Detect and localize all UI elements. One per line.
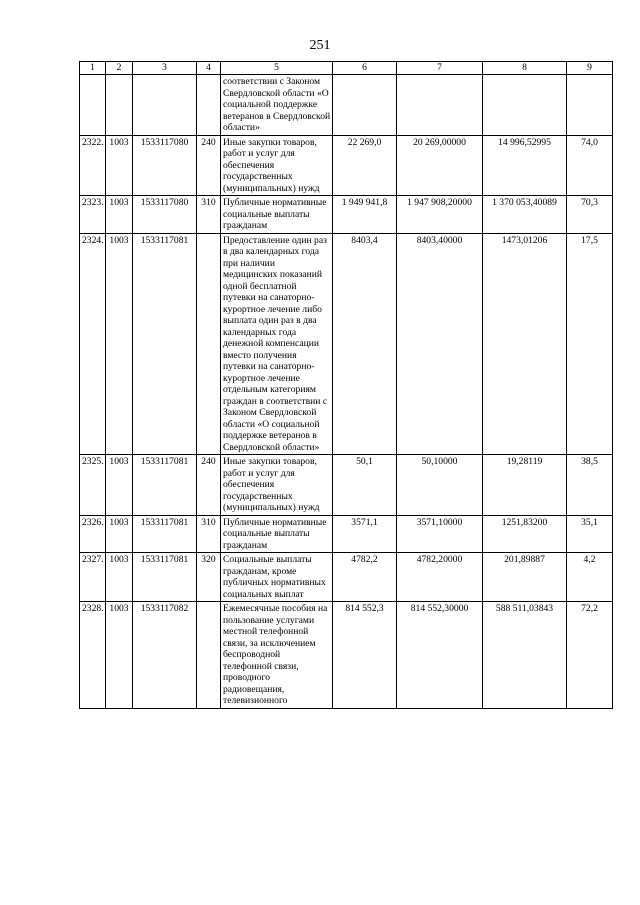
section-code: 1003 xyxy=(106,196,133,234)
target-code: 1533117080 xyxy=(133,135,197,196)
approved-amount: 20 269,00000 xyxy=(397,135,483,196)
approved-amount: 50,10000 xyxy=(397,455,483,516)
plan-amount xyxy=(333,75,397,136)
expense-type: 310 xyxy=(197,515,221,553)
approved-amount: 8403,40000 xyxy=(397,233,483,455)
target-code: 1533117081 xyxy=(133,455,197,516)
row-number xyxy=(80,75,106,136)
column-header: 9 xyxy=(567,62,613,75)
plan-amount: 3571,1 xyxy=(333,515,397,553)
executed-amount: 588 511,03843 xyxy=(483,602,567,709)
executed-amount: 1 370 053,40089 xyxy=(483,196,567,234)
expense-type: 310 xyxy=(197,196,221,234)
executed-amount: 201,89887 xyxy=(483,553,567,602)
expense-type: 320 xyxy=(197,553,221,602)
budget-table xyxy=(79,61,613,709)
expense-type xyxy=(197,233,221,455)
expense-type: 240 xyxy=(197,455,221,516)
column-header: 2 xyxy=(106,62,133,75)
approved-amount: 4782,20000 xyxy=(397,553,483,602)
section-code: 1003 xyxy=(106,602,133,709)
execution-percent: 35,1 xyxy=(567,515,613,553)
item-name: Публичные нормативные социальные выплаты гражданам xyxy=(221,196,333,234)
plan-amount: 4782,2 xyxy=(333,553,397,602)
table-row xyxy=(80,515,613,553)
expense-type xyxy=(197,75,221,136)
target-code: 1533117081 xyxy=(133,233,197,455)
table-row xyxy=(80,135,613,196)
table-row xyxy=(80,602,613,709)
target-code xyxy=(133,75,197,136)
section-code: 1003 xyxy=(106,515,133,553)
executed-amount: 1251,83200 xyxy=(483,515,567,553)
item-name: Иные закупки товаров, работ и услуг для обеспечения государственных (муниципальных) нужд xyxy=(221,455,333,516)
row-number: 2323. xyxy=(80,196,106,234)
executed-amount: 19,28119 xyxy=(483,455,567,516)
column-header: 6 xyxy=(333,62,397,75)
section-code: 1003 xyxy=(106,455,133,516)
header-row xyxy=(80,62,613,75)
table-row xyxy=(80,553,613,602)
execution-percent: 4,2 xyxy=(567,553,613,602)
page-number: 251 xyxy=(309,38,331,53)
target-code: 1533117081 xyxy=(133,515,197,553)
section-code: 1003 xyxy=(106,135,133,196)
row-number: 2325. xyxy=(80,455,106,516)
column-header: 5 xyxy=(221,62,333,75)
executed-amount: 1473,01206 xyxy=(483,233,567,455)
execution-percent: 17,5 xyxy=(567,233,613,455)
plan-amount: 50,1 xyxy=(333,455,397,516)
target-code: 1533117080 xyxy=(133,196,197,234)
item-name: Предоставление один раз в два календарных года при наличии медицинских показаний одной бесплатной путевки на санаторно-курортное лечение либо выплата один раз в два календарных года денежной компенсации вместо получения путевки на санаторно-курортное лечение отдельным категориям граждан в соответствии с Законом Свердловской области «О социальной поддержке ветеранов в Свердловской области» xyxy=(221,233,333,455)
approved-amount xyxy=(397,75,483,136)
item-name: соответствии с Законом Свердловской области «О социальной поддержке ветеранов в Свердловской области» xyxy=(221,75,333,136)
section-code xyxy=(106,75,133,136)
expense-type xyxy=(197,602,221,709)
section-code: 1003 xyxy=(106,233,133,455)
column-header: 4 xyxy=(197,62,221,75)
plan-amount: 22 269,0 xyxy=(333,135,397,196)
expense-type: 240 xyxy=(197,135,221,196)
execution-percent: 70,3 xyxy=(567,196,613,234)
plan-amount: 8403,4 xyxy=(333,233,397,455)
plan-amount: 1 949 941,8 xyxy=(333,196,397,234)
execution-percent xyxy=(567,75,613,136)
table-row xyxy=(80,75,613,136)
table-row xyxy=(80,233,613,455)
row-number: 2327. xyxy=(80,553,106,602)
row-number: 2326. xyxy=(80,515,106,553)
row-number: 2328. xyxy=(80,602,106,709)
item-name: Публичные нормативные социальные выплаты гражданам xyxy=(221,515,333,553)
approved-amount: 1 947 908,20000 xyxy=(397,196,483,234)
item-name: Ежемесячные пособия на пользование услугами местной телефонной связи, за исключением беспроводной телефонной связи, проводного радиовещания, телевизионного xyxy=(221,602,333,709)
section-code: 1003 xyxy=(106,553,133,602)
table-row xyxy=(80,196,613,234)
executed-amount xyxy=(483,75,567,136)
execution-percent: 38,5 xyxy=(567,455,613,516)
approved-amount: 3571,10000 xyxy=(397,515,483,553)
item-name: Социальные выплаты гражданам, кроме публичных нормативных социальных выплат xyxy=(221,553,333,602)
target-code: 1533117082 xyxy=(133,602,197,709)
column-header: 3 xyxy=(133,62,197,75)
executed-amount: 14 996,52995 xyxy=(483,135,567,196)
plan-amount: 814 552,3 xyxy=(333,602,397,709)
column-header: 8 xyxy=(483,62,567,75)
row-number: 2322. xyxy=(80,135,106,196)
column-header: 1 xyxy=(80,62,106,75)
table-row xyxy=(80,455,613,516)
execution-percent: 74,0 xyxy=(567,135,613,196)
column-header: 7 xyxy=(397,62,483,75)
item-name: Иные закупки товаров, работ и услуг для обеспечения государственных (муниципальных) нужд xyxy=(221,135,333,196)
execution-percent: 72,2 xyxy=(567,602,613,709)
approved-amount: 814 552,30000 xyxy=(397,602,483,709)
target-code: 1533117081 xyxy=(133,553,197,602)
row-number: 2324. xyxy=(80,233,106,455)
